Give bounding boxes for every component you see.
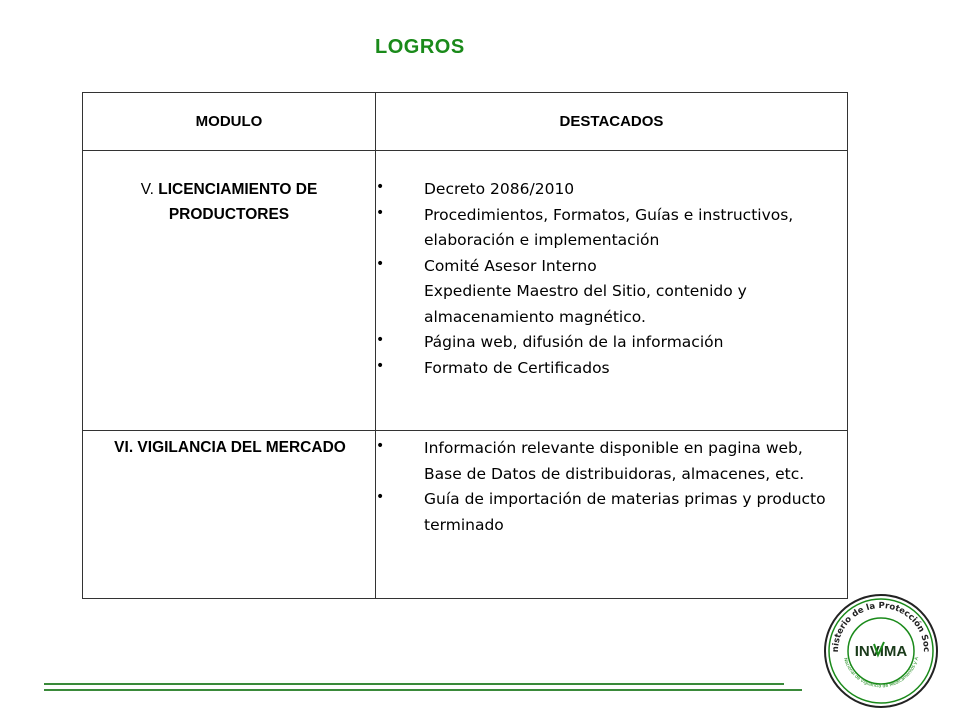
list-item: • Formato de Certificados <box>376 356 847 382</box>
bullet-icon: • <box>376 204 385 221</box>
slide-title: LOGROS <box>375 36 465 58</box>
svg-text:Ministerio de la Protección So: nisterio de la Protección Soc <box>830 600 932 653</box>
footer-rule <box>44 683 784 685</box>
invima-seal-logo <box>822 592 940 710</box>
bullet-icon: • <box>376 357 385 374</box>
highlights-list <box>376 431 847 538</box>
list-item: • Guía de importación de materias primas y producto terminado <box>376 487 847 538</box>
table-row <box>83 151 848 431</box>
module-cell <box>83 151 376 431</box>
list-item: • Información relevante disponible en pagina web, Base de Datos de distribuidoras, almacenes, etc. <box>376 436 847 487</box>
footer-rule <box>44 689 802 691</box>
highlights-cell <box>376 431 848 599</box>
list-item: • Decreto 2086/2010 <box>376 177 847 203</box>
list-item: • Página web, difusión de la información <box>376 330 847 356</box>
svg-text:Instituto Nacional de Vigilanc: Nacional de Vigilancia de Medicamentos y A <box>842 656 921 690</box>
module-name <box>83 151 375 227</box>
module-cell <box>83 431 376 599</box>
bullet-icon: • <box>376 438 385 454</box>
list-item: Expediente Maestro del Sitio, contenido y almacenamiento magnético. <box>424 282 747 326</box>
list-item: • Procedimientos, Formatos, Guías e instructivos, elaboración e implementación <box>376 203 847 254</box>
bullet-icon: • <box>376 489 385 505</box>
list-item: • Comité Asesor Interno <box>376 254 847 280</box>
logros-table <box>82 92 848 599</box>
module-title: VI. VIGILANCIA DEL MERCADO <box>114 439 346 456</box>
module-title: LICENCIAMIENTO DE PRODUCTORES <box>158 181 318 223</box>
bullet-icon: • <box>376 179 385 195</box>
svg-text:INVIMA: INVIMA <box>854 643 908 660</box>
table-row <box>83 431 848 599</box>
header-destacados: DESTACADOS <box>376 93 848 151</box>
header-modulo: MODULO <box>83 93 376 151</box>
bullet-icon: • <box>376 332 385 348</box>
highlights-list <box>376 151 847 381</box>
module-number: V. <box>140 181 154 198</box>
bullet-icon: • <box>376 255 385 272</box>
highlights-cell <box>376 151 848 431</box>
table-header-row <box>83 93 848 151</box>
